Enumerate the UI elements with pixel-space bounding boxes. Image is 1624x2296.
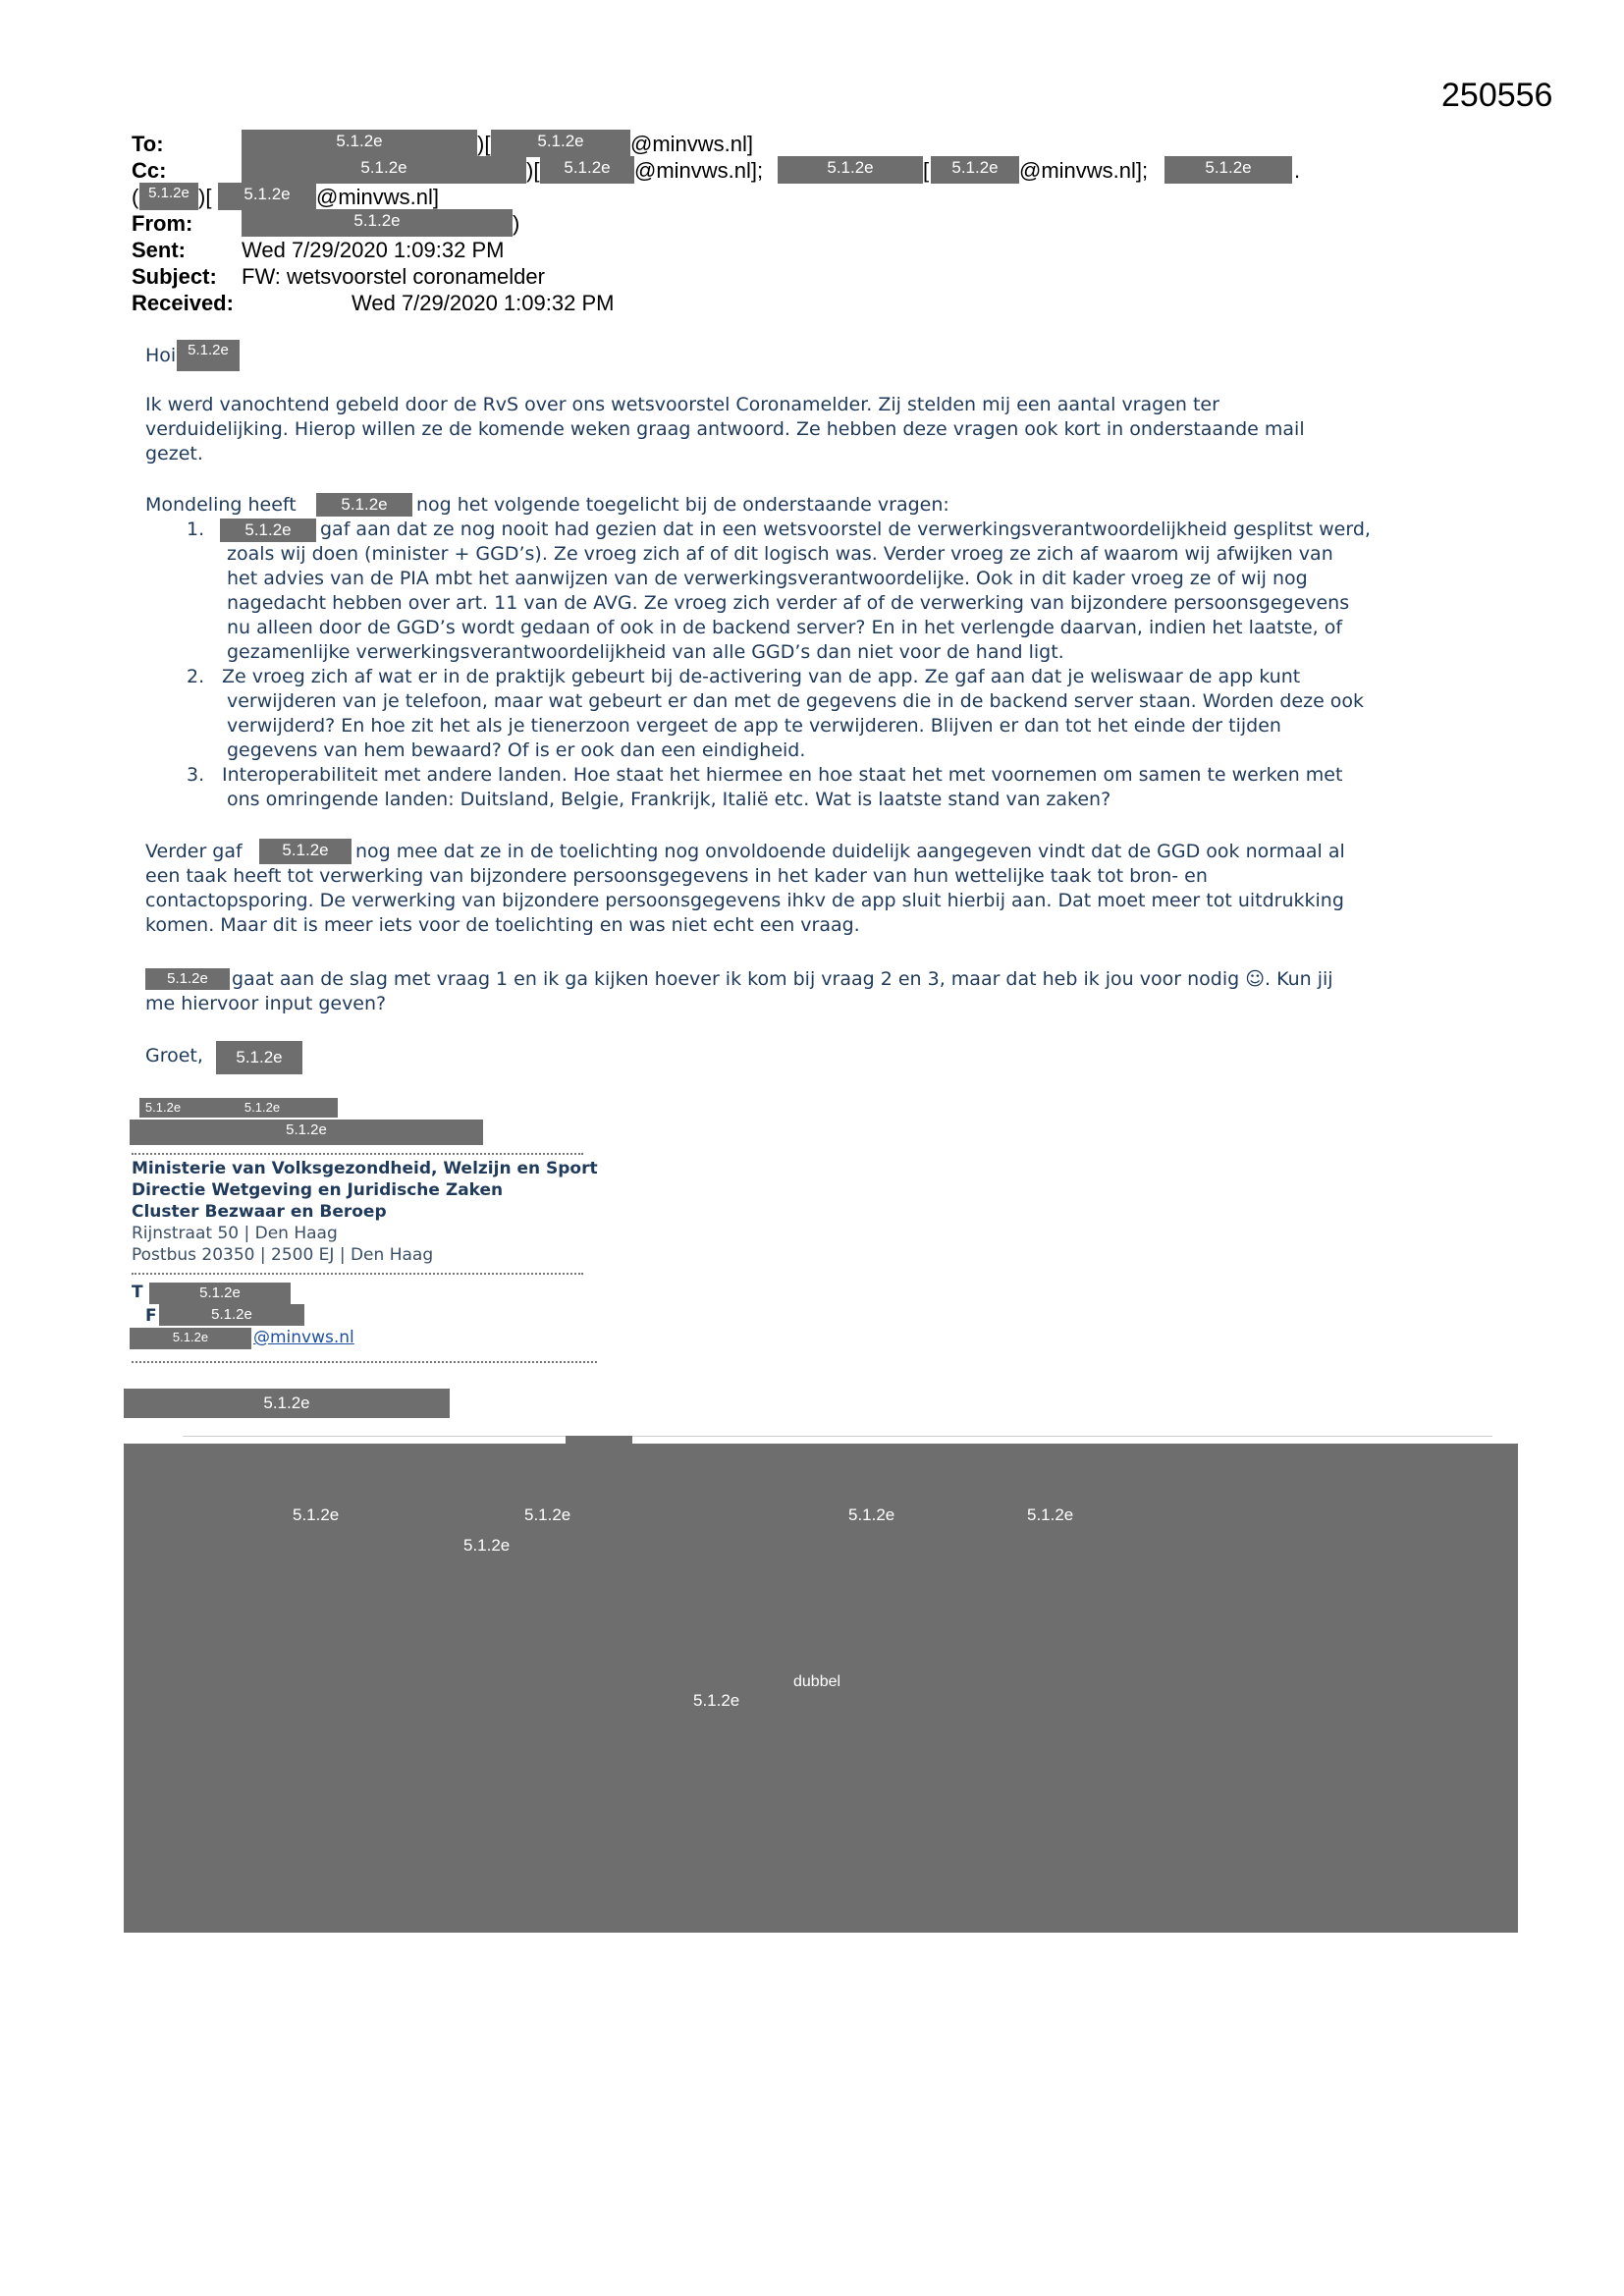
signature-address2: Postbus 20350 | 2500 EJ | Den Haag [132,1245,434,1265]
para4-line1: gaat aan de slag met vraag 1 en ik ga kijken hoever ik kom bij vraag 2 en 3, maar dat heb ik jou voor nodig ☺. Kun jij [232,968,1333,990]
item3-number: 3. [187,764,205,786]
divider [132,1273,583,1275]
redaction: 5.1.2e [159,1304,304,1326]
signature-org2: Directie Wetgeving en Juridische Zaken [132,1180,504,1200]
item1-line2: zoals wij doen (minister + GGD’s). Ze vroeg zich af of dit logisch was. Verder vroeg ze zich af waarom wij afwijken van [227,543,1333,565]
item3-line2: ons omringende landen: Duitsland, Belgie, Frankrijk, Italië etc. Wat is laatste stand van zaken? [227,789,1111,810]
email-domain: @minvws.nl]; [634,158,764,183]
redaction: 5.1.2e [316,493,412,517]
redaction: 5.1.2e [177,340,240,371]
received-label: Received: [132,291,234,315]
bracket: )[ [198,185,212,209]
signature-email[interactable]: @minvws.nl [253,1328,354,1347]
item1-line6: gezamenlijke verwerkingsverantwoordelijkheid van alle GGD’s dan niet voor de hand ligt. [227,641,1064,663]
item1-line1: gaf aan dat ze nog nooit had gezien dat in een wetsvoorstel de verwerkingsverantwoordelijkheid gesplitst werd, [320,519,1371,540]
subject-label: Subject: [132,264,217,289]
para4-line2: me hiervoor input geven? [145,993,387,1014]
bracket: )[ [526,158,540,183]
para1-line3: gezet. [145,443,203,465]
para2-intro-b: nog het volgende toegelicht bij de onderstaande vragen: [416,494,949,516]
redaction: 5.1.2e [139,1098,187,1118]
bracket: ) [513,211,520,236]
item1-line5: nu alleen door de GGD’s wordt gedaan of ook in de backend server? En in het verlengde daarvan, indien het laatste, of [227,617,1343,638]
para2-intro-a: Mondeling heeft [145,494,297,516]
para1-line1: Ik werd vanochtend gebeld door de RvS over ons wetsvoorstel Coronamelder. Zij stelden mij een aantal vragen ter [145,394,1219,415]
item1-number: 1. [187,519,205,540]
sent-label: Sent: [132,238,186,262]
redaction: 5.1.2e [216,1041,302,1074]
redaction: 5.1.2e [540,156,634,184]
para3-b: nog mee dat ze in de toelichting nog onvoldoende duidelijk aangegeven vindt dat de GGD ook normaal al [355,841,1345,862]
received-value: Wed 7/29/2020 1:09:32 PM [352,291,615,315]
from-label: From: [132,211,193,236]
email-domain: @minvws.nl]; [1019,158,1149,183]
to-label: To: [132,132,164,156]
redaction: 5.1.2e [293,1505,340,1524]
item1-line4: nagedacht hebben over art. 11 van de AVG. Ze vroeg zich verder af of de verwerking van bijzondere persoonsgegevens [227,592,1350,614]
redaction: 5.1.2e [931,156,1019,184]
signature-phone-label: T [132,1283,143,1302]
redaction: 5.1.2e [130,1120,483,1145]
redaction: 5.1.2e [220,519,316,542]
email-domain: @minvws.nl] [316,185,440,209]
bracket: ( [132,185,139,209]
redaction: 5.1.2e [463,1536,511,1555]
redaction: 5.1.2e [693,1691,740,1710]
document-number: 250556 [1441,77,1553,114]
para3-a: Verder gaf [145,841,243,862]
item2-line4: gegevens van hem bewaard? Of is er ook dan een eindigheid. [227,739,806,761]
item2-line2: verwijderen van je telefoon, maar wat gebeurt er dan met de gegevens die in de backend server staan. Worden deze ook [227,690,1365,712]
item2-line1: Ze vroeg zich af wat er in de praktijk gebeurt bij de-activering van de app. Ze gaf aan dat je weliswaar de app kunt [222,666,1301,687]
redaction: 5.1.2e [242,156,526,184]
redaction: 5.1.2e [187,1098,338,1118]
bracket: [ [923,158,930,183]
redaction: 5.1.2e [242,130,477,157]
cc-label: Cc: [132,158,167,183]
redaction: 5.1.2e [778,156,923,184]
redaction: 5.1.2e [145,968,230,990]
divider [132,1153,583,1155]
signature-org3: Cluster Bezwaar en Beroep [132,1202,387,1222]
subject-value: FW: wetsvoorstel coronamelder [242,264,545,289]
redaction: 5.1.2e [259,839,352,864]
redaction: 5.1.2e [139,183,198,210]
redaction: 5.1.2e [130,1328,251,1349]
item2-number: 2. [187,666,205,687]
divider [183,1436,1492,1437]
sent-value: Wed 7/29/2020 1:09:32 PM [242,238,505,262]
bracket: )[ [477,132,491,156]
redaction: 5.1.2e [149,1283,291,1304]
para1-line2: verduidelijking. Hierop willen ze de komende weken graag antwoord. Ze hebben deze vragen ook kort in onderstaande mail [145,418,1305,440]
greeting: Hoi [145,345,177,366]
redaction: 5.1.2e [848,1505,895,1524]
email-domain: @minvws.nl] [630,132,754,156]
redaction: 5.1.2e [124,1389,450,1418]
redaction: 5.1.2e [524,1505,571,1524]
signature-org1: Ministerie van Volksgezondheid, Welzijn en Sport [132,1159,598,1178]
redaction: 5.1.2e [491,130,630,157]
divider [132,1361,597,1363]
para3-line2: een taak heeft tot verwerking van bijzondere persoonsgegevens in het kader van hun wettelijke taak tot bron- en [145,865,1208,887]
para3-line3: contactopsporing. De verwerking van bijzondere persoonsgegevens ihkv de app sluit hierbij aan. Dat moet meer tot uitdrukking [145,890,1344,911]
para3-line4: komen. Maar dit is meer iets voor de toelichting en was niet echt een vraag. [145,914,860,936]
item2-line3: verwijderd? En hoe zit het als je tienerzoon vergeet de app te verwijderen. Blijven er dan tot het einde der tijden [227,715,1281,737]
item3-line1: Interoperabiliteit met andere landen. Hoe staat het hiermee en hoe staat het met voornemen om samen te werken met [222,764,1343,786]
redaction: 5.1.2e [1027,1505,1074,1524]
closing: Groet, [145,1045,203,1066]
redaction: 5.1.2e [1164,156,1292,184]
item1-line3: het advies van de PIA mbt het aanwijzen van de verwerkingsverantwoordelijke. Ook in dit kader vroeg ze of wij nog [227,568,1308,589]
period: . [1294,158,1301,183]
block-word: dubbel [793,1673,841,1690]
redaction: 5.1.2e [218,183,316,210]
signature-address1: Rijnstraat 50 | Den Haag [132,1224,338,1243]
redaction: 5.1.2e [242,209,513,237]
signature-fax-label: F [145,1306,157,1326]
